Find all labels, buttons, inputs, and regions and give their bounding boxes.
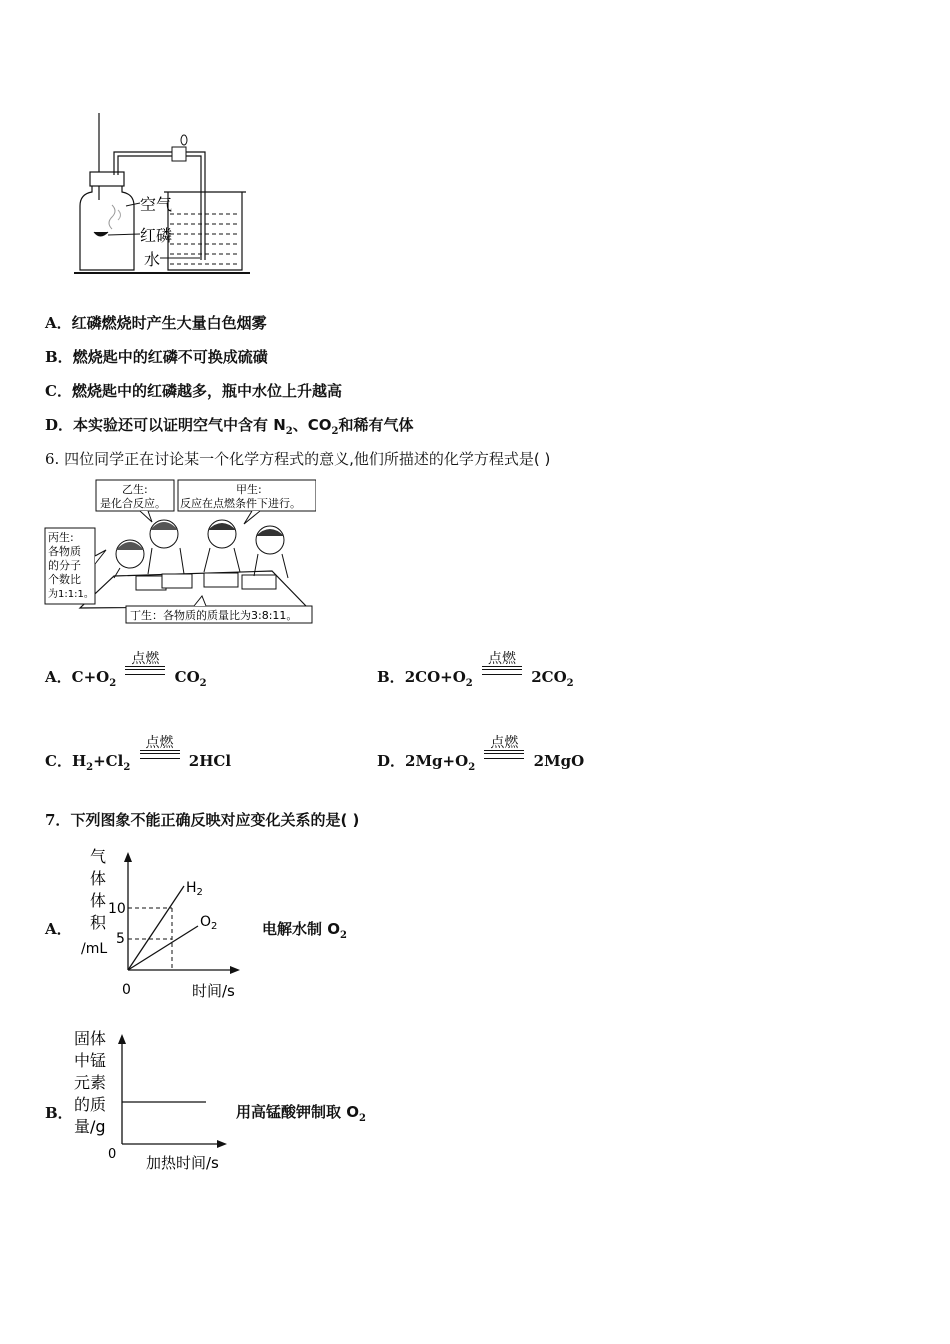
graph-b-ylabel-5: 量/g xyxy=(74,1117,106,1136)
bubble-bing-line3: 的分子 xyxy=(48,559,81,572)
reaction-arrow-c: 点燃 xyxy=(136,752,184,770)
graph-a-ylabel-3: 体 xyxy=(90,891,107,910)
tick-10: 10 xyxy=(108,901,126,917)
bubble-yi-line1: 乙生: xyxy=(122,483,148,496)
bubble-ding-text: 丁生：各物质的质量比为3:8:11。 xyxy=(130,609,298,622)
apparatus-figure xyxy=(70,110,255,280)
q6-stem: 6. 四位同学正在讨论某一个化学方程式的意义,他们所描述的化学方程式是( ) xyxy=(45,450,551,468)
svg-text:H2 xyxy=(186,880,203,898)
q7-option-a-desc: 电解水制 $O_2$ xyxy=(262,920,347,941)
bubble-bing-line1: 丙生: xyxy=(48,531,74,544)
graph-a-ylabel-1: 气 xyxy=(90,847,107,866)
line-o2 xyxy=(128,926,198,970)
q5-option-d[interactable]: D．本实验还可以证明空气中含有 $N_2$、$CO_2$和稀有气体 xyxy=(45,416,414,437)
graph-a-ylabel-2: 体 xyxy=(90,869,107,888)
q6-option-b[interactable]: B．$2CO+O_2$ 点燃 $2CO_2$ xyxy=(377,651,574,689)
bubble-jia-line2: 反应在点燃条件下进行。 xyxy=(180,497,301,510)
graph-b-ylabel-3: 元素 xyxy=(74,1073,107,1092)
q6-cartoon xyxy=(44,478,316,626)
graph-a-ylabel-5: /mL xyxy=(81,941,108,957)
q7-option-b-desc: 用高锰酸钾制取 $O_2$ xyxy=(236,1103,366,1124)
q7-graph-a xyxy=(78,846,248,1004)
line-h2 xyxy=(128,886,184,970)
q7-graph-b xyxy=(72,1026,232,1176)
label-h2-sub: 2 xyxy=(196,887,203,898)
graph-b-ylabel-4: 的质 xyxy=(74,1095,107,1114)
bubble-bing-line2: 各物质 xyxy=(48,545,81,558)
q6-option-a[interactable]: A．$C+O_2$ 点燃 $CO_2$ xyxy=(45,651,207,689)
graph-a-ylabel-4: 积 xyxy=(90,913,107,932)
q6-option-c[interactable]: C．$H_2+Cl_2$ 点燃 2HCl xyxy=(45,735,232,773)
graph-b-origin: 0 xyxy=(108,1147,117,1162)
q7-option-a-key[interactable]: A． xyxy=(45,920,72,938)
label-h2: H xyxy=(186,880,197,896)
graph-a-xlabel: 时间/s xyxy=(192,982,235,1000)
label-air: 空气 xyxy=(140,195,173,214)
bubble-bing-line5: 为1:1:1。 xyxy=(48,589,94,600)
label-water: 水 xyxy=(144,250,161,269)
q7-option-b-key[interactable]: B． xyxy=(45,1104,73,1122)
graph-b-xlabel: 加热时间/s xyxy=(146,1154,219,1172)
graph-b-ylabel-2: 中锰 xyxy=(74,1051,107,1070)
label-o2-sub: 2 xyxy=(211,921,218,932)
q6-option-d[interactable]: D．$2Mg+O_2$ 点燃 2MgO xyxy=(377,735,585,773)
bubble-yi-line2: 是化合反应。 xyxy=(100,497,166,510)
reaction-arrow-d: 点燃 xyxy=(480,752,528,770)
reaction-arrow-b: 点燃 xyxy=(478,668,526,686)
label-o2: O xyxy=(200,914,212,930)
reaction-arrow-a: 点燃 xyxy=(121,668,169,686)
bubble-bing-line4: 个数比 xyxy=(48,573,81,586)
bubble-jia-line1: 甲生: xyxy=(236,483,262,496)
tick-5: 5 xyxy=(116,931,125,947)
q7-stem: 7．下列图象不能正确反映对应变化关系的是( ) xyxy=(45,811,360,829)
q5-option-b[interactable]: B．燃烧匙中的红磷不可换成硫磺 xyxy=(45,348,268,366)
graph-a-origin: 0 xyxy=(122,982,131,998)
graph-b-ylabel-1: 固体 xyxy=(74,1029,107,1048)
svg-text:O2 xyxy=(200,914,217,932)
label-red-phosphorus: 红磷 xyxy=(140,226,173,245)
q5-option-c[interactable]: C．燃烧匙中的红磷越多，瓶中水位上升越高 xyxy=(45,382,342,400)
q5-option-a[interactable]: A．红磷燃烧时产生大量白色烟雾 xyxy=(45,314,267,332)
